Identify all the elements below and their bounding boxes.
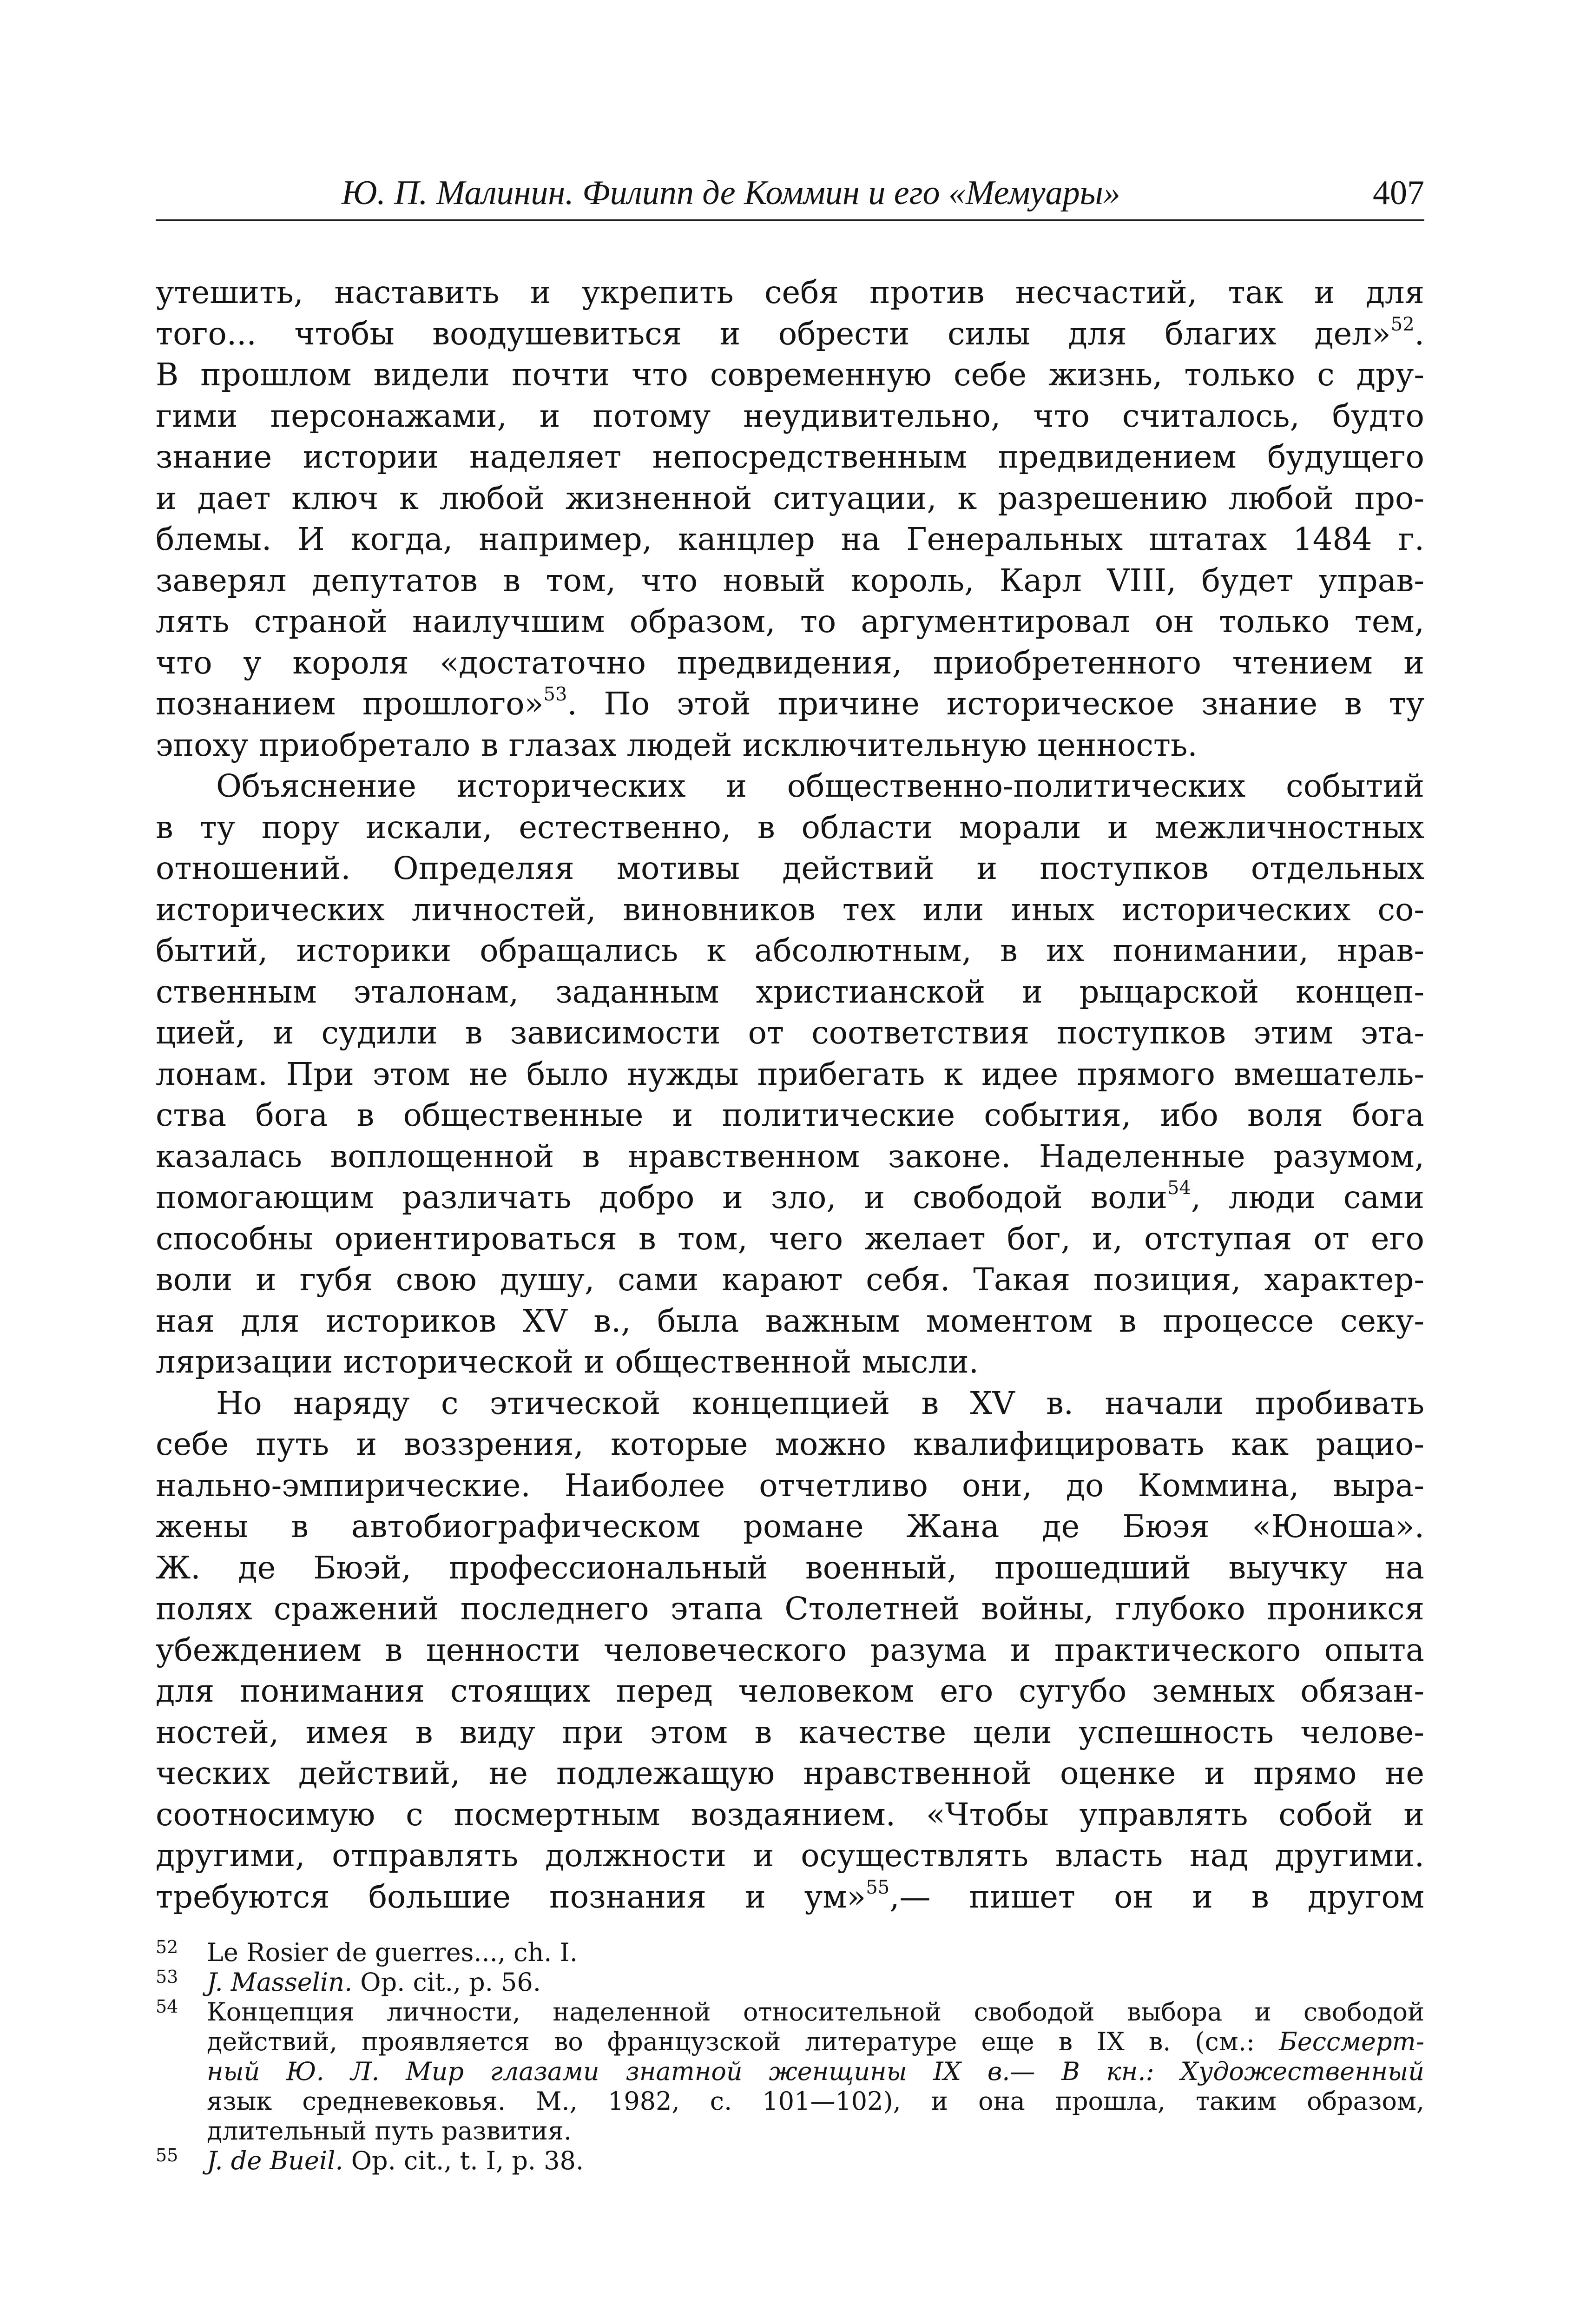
footnote-text: длительный путь развития.: [207, 2116, 572, 2146]
text-line: полях сражений последнего этапа Столетней войны, глубоко проникся: [156, 1591, 1424, 1627]
footnote-number: 55: [156, 2145, 178, 2166]
text-span: познанием прошлого»: [156, 686, 544, 722]
footnote-53: [156, 1967, 1424, 1997]
footnote-text: [207, 2027, 1424, 2057]
text-line: ностей, имея в виду при этом в качестве цели успешность челове-: [156, 1714, 1424, 1750]
text-line: знание истории наделяет непосредственным предвидением будущего: [156, 439, 1424, 475]
text-line: блемы. И когда, например, канцлер на Генеральных штатах 1484 г.: [156, 521, 1424, 557]
footnote-text: Концепция личности, наделенной относительной свободой выбора и свободой: [207, 1997, 1424, 2027]
footnote-52: [156, 1938, 1424, 1967]
footnote-number: 53: [156, 1967, 178, 1987]
text-line: [156, 1177, 1424, 1218]
text-line: казалась воплощенной в нравственном законе. Наделенные разумом,: [156, 1138, 1424, 1175]
text-line: ляризации исторической и общественной мысли.: [156, 1344, 979, 1380]
footnote-54: [156, 1997, 1424, 2146]
text-line: ная для историков XV в., была важным моментом в процессе секу-: [156, 1302, 1424, 1339]
footnote-ref-52[interactable]: 52: [1390, 313, 1415, 335]
text-line: [156, 683, 1424, 725]
text-line: что у короля «достаточно предвидения, приобретенного чтением и: [156, 644, 1424, 681]
footnote-author: J. de Bueil.: [207, 2146, 343, 2175]
text-line: цией, и судили в зависимости от соответствия поступков этим эта-: [156, 1015, 1424, 1051]
header-rule: [156, 219, 1424, 221]
text-line: лонам. При этом не было нужды прибегать к идее прямого вмешатель-: [156, 1056, 1424, 1092]
footnote-author: Бессмерт-: [1279, 2027, 1424, 2056]
text-span: .: [1414, 315, 1424, 352]
text-line: Объяснение исторических и общественно-политических событий: [216, 768, 1424, 804]
footnotes: [156, 1938, 1424, 2176]
text-line: в ту пору искали, естественно, в области морали и межличностных: [156, 809, 1424, 845]
footnote-text-span: Op. cit., t. I, p. 38.: [343, 2146, 584, 2175]
text-line: нально-эмпирические. Наиболее отчетливо они, до Коммина, выра-: [156, 1467, 1424, 1504]
text-line: лять страной наилучшим образом, то аргументировал он только тем,: [156, 603, 1424, 640]
footnote-number: 54: [156, 1996, 178, 2017]
text-line: себе путь и воззрения, которые можно квалифицировать как рацио-: [156, 1426, 1424, 1462]
footnote-ref-53[interactable]: 53: [543, 684, 567, 705]
footnote-author: J. Masselin.: [207, 1967, 353, 1997]
footnote-text-span: действий, проявляется во французской литературе еще в IX в. (см.:: [207, 2027, 1255, 2056]
footnote-text: [207, 2057, 1424, 2086]
text-line: [156, 1876, 1424, 1918]
text-line: отношений. Определяя мотивы действий и поступков отдельных: [156, 850, 1424, 886]
footnote-number: 52: [156, 1937, 178, 1957]
text-line: утешить, наставить и укрепить себя против несчастий, так и для: [156, 274, 1424, 310]
text-line: заверял депутатов в том, что новый король, Карл VIII, будет управ-: [156, 562, 1424, 599]
text-line: ственным эталонам, заданным христианской и рыцарской концеп-: [156, 973, 1424, 1010]
footnote-text: [207, 1967, 1424, 1997]
footnote-55: [156, 2146, 1424, 2176]
text-line: Но наряду с этической концепцией в XV в. начали пробивать: [216, 1385, 1424, 1421]
text-line: ческих действий, не подлежащую нравственной оценке и прямо не: [156, 1755, 1424, 1791]
text-line: [156, 313, 1424, 355]
text-line: эпоху приобретало в глазах людей исключительную ценность.: [156, 726, 1198, 763]
page-header: [156, 167, 1424, 218]
text-line: гими персонажами, и потому неудивительно, что считалось, будто: [156, 397, 1424, 434]
page-number: 407: [1373, 174, 1424, 212]
text-span: , люди сами: [1191, 1179, 1425, 1215]
footnote-ref-54[interactable]: 54: [1167, 1177, 1191, 1199]
text-line: исторических личностей, виновников тех или иных исторических со-: [156, 891, 1424, 928]
text-line: воли и губя свою душу, сами карают себя. Такая позиция, характер-: [156, 1261, 1424, 1298]
text-line: В прошлом видели почти что современную себе жизнь, только с дру-: [156, 357, 1424, 393]
footnote-ref-55[interactable]: 55: [866, 1876, 890, 1898]
text-line: для понимания стоящих перед человеком его сугубо земных обязан-: [156, 1673, 1424, 1709]
footnote-author: ный: [207, 2057, 260, 2086]
footnote-text: [207, 2146, 1424, 2176]
footnote-text: Le Rosier de guerres..., ch. I.: [207, 1938, 578, 1967]
text-span: ,— пишет он и в другом: [889, 1878, 1425, 1915]
text-span: требуются большие познания и ум»: [156, 1878, 866, 1915]
paragraph-3: [156, 1383, 1424, 1918]
text-line: убеждением в ценности человеческого разума и практического опыта: [156, 1631, 1424, 1668]
text-span: помогающим различать добро и зло, и свободой воли: [156, 1179, 1167, 1215]
text-line: способны ориентироваться в том, чего желает бог, и, отступая от его: [156, 1220, 1424, 1257]
paragraph-2: [156, 766, 1424, 1383]
text-line: и дает ключ к любой жизненной ситуации, к разрешению любой про-: [156, 480, 1424, 516]
text-line: ства бога в общественные и политические события, ибо воля бога: [156, 1097, 1424, 1133]
footnote-text-span: Op. cit., p. 56.: [352, 1967, 541, 1997]
paragraph-1: [156, 272, 1424, 766]
text-line: бытий, историки обращались к абсолютным, в их понимании, нрав-: [156, 932, 1424, 969]
book-page: [156, 167, 1424, 2176]
text-line: жены в автобиографическом романе Жана де Бюэя «Юноша».: [156, 1508, 1424, 1545]
text-span: того... чтобы воодушевиться и обрести силы для благих дел»: [156, 315, 1391, 352]
body-text: [156, 272, 1424, 1917]
footnote-text: язык средневековья. М., 1982, с. 101—102), и она прошла, таким образом,: [207, 2086, 1424, 2116]
footnote-text-span: Ю. Л. Мир глазами знатной женщины IX в.— В кн.: Художественный: [286, 2057, 1425, 2086]
running-title: Ю. П. Малинин. Филипп де Коммин и его «Мемуары»: [342, 174, 1120, 212]
text-span: . По этой причине историческое знание в ту: [567, 686, 1424, 722]
text-line: Ж. де Бюэй, профессиональный военный, прошедший выучку на: [156, 1549, 1424, 1586]
text-line: другими, отправлять должности и осуществлять власть над другими.: [156, 1837, 1424, 1874]
text-line: соотносимую с посмертным воздаянием. «Чтобы управлять собой и: [156, 1796, 1424, 1833]
